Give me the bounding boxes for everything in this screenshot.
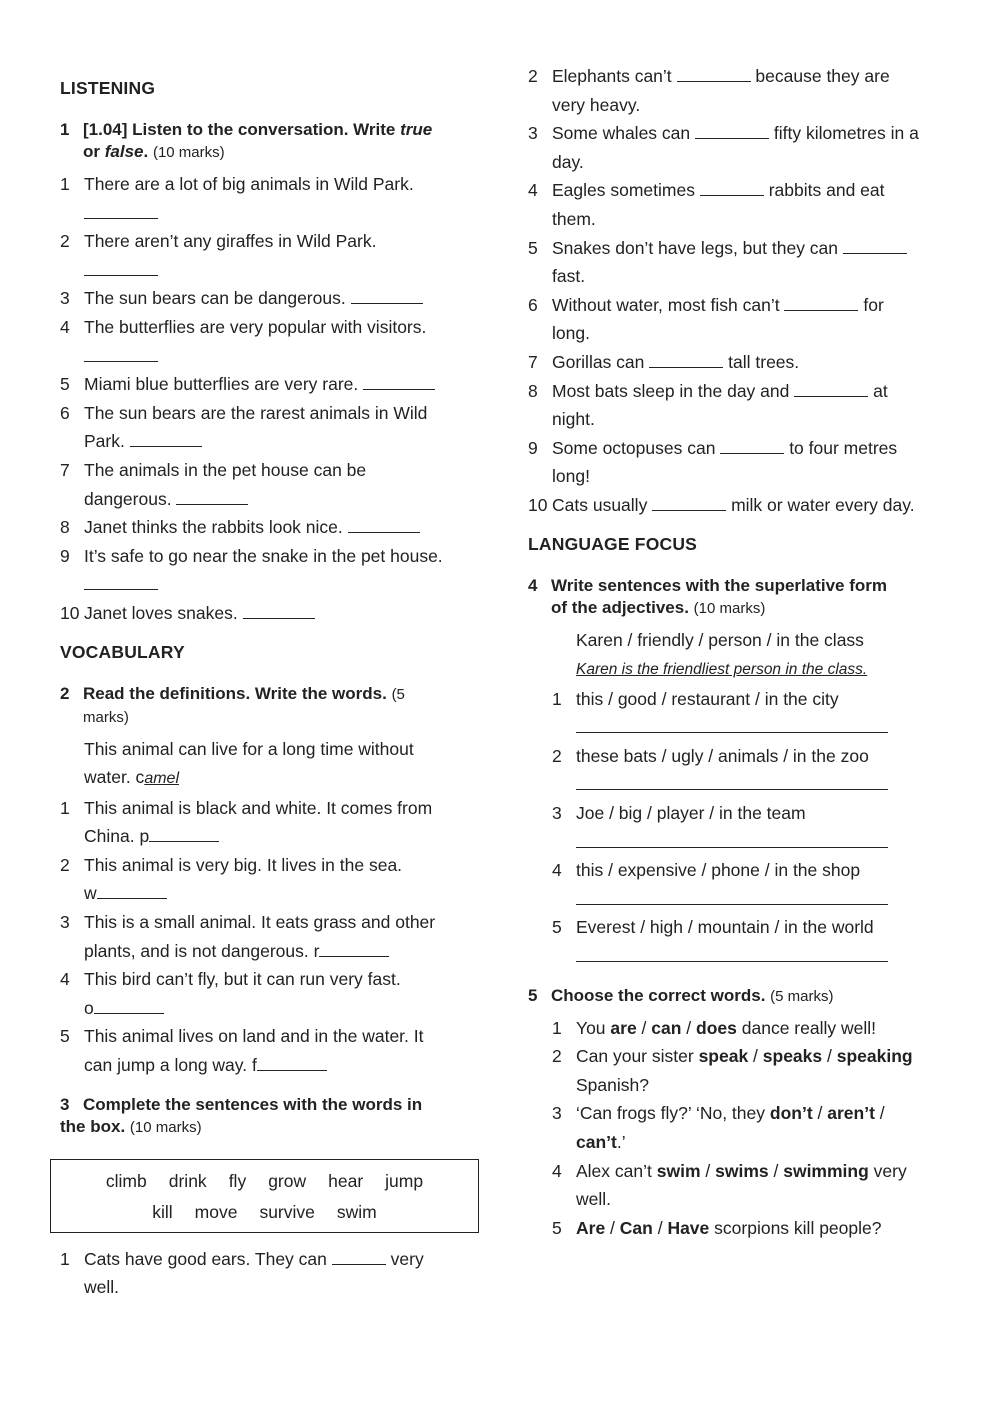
word-box-row-1 [51,1166,478,1197]
answer-line[interactable] [576,943,888,962]
list-item: 4 Eagles sometimes rabbits and eat them. [528,176,948,233]
list-item: 5 This animal lives on land and in the water. It can jump a long way. f [60,1026,424,1076]
list-item: 4 Alex can’t swim / swims / swimming very well. [552,1160,907,1210]
word: fly [228,1170,247,1191]
list-item: 3 This is a small animal. It eats grass and other plants, and is not dangerous. r [60,912,436,961]
word-box [50,1159,479,1233]
task-3-items-left [60,1245,480,1302]
answer-blank[interactable] [363,371,435,390]
task-4-example: Karen / friendly / person / in the class Karen is the friendliest person in the class. [576,629,868,679]
list-item: 4 The butterflies are very popular with visitors. [60,316,427,337]
listening-heading: LISTENING [60,78,156,98]
option[interactable]: Have [667,1217,710,1238]
list-item: 1 this / good / restaurant / in the city [528,685,948,742]
list-item: 4 This bird can’t fly, but it can run very fast. o [60,969,401,1018]
answer-blank[interactable] [149,823,219,842]
answer-blank[interactable] [319,938,389,957]
word: climb [105,1170,147,1191]
option[interactable]: speak [698,1046,749,1067]
answer-blank[interactable] [257,1052,327,1071]
list-item: 1 There are a lot of big animals in Wild Park. [60,174,414,194]
vocabulary-example: This animal can live for a long time without water. camel [84,738,414,788]
option[interactable]: Are [576,1217,606,1238]
option[interactable]: swim [656,1160,701,1181]
listening-items [60,170,480,628]
answer-blank[interactable] [60,256,480,285]
list-item: 2 Can your sister speak / speaks / speaking Spanish? [552,1046,913,1095]
list-item: 9 It’s safe to go near the snake in the pet house. [60,545,443,566]
word: drink [168,1170,207,1191]
answer-line[interactable] [576,886,888,905]
word: kill [152,1201,173,1222]
list-item: 5 Everest / high / mountain / in the world [528,913,948,970]
task-1-instructions: 1 [1.04] Listen to the conversation. Write true or false. (10 marks) [60,120,433,161]
word: swim [336,1201,377,1222]
vocabulary-items [60,735,480,1080]
task-3-items-right [528,62,948,520]
answer-blank[interactable] [94,995,164,1014]
answer-blank[interactable] [130,428,202,447]
answer-blank[interactable] [784,292,858,311]
list-item: 2 This animal is very big. It lives in the sea. w [60,854,403,904]
list-item: 2 Elephants can’t because they are very heavy. [528,62,948,119]
list-item: 7 The animals in the pet house can be dangerous. [60,459,367,509]
task-3-instructions: 3 Complete the sentences with the words in the box. (10 marks) [60,1094,423,1136]
answer-blank[interactable] [794,378,868,397]
answer-blank[interactable] [97,880,167,899]
list-item: 1 You are / can / does dance really well! [552,1017,876,1038]
list-item: 3 Some whales can fifty kilometres in a day. [528,119,948,176]
right-column [528,62,948,1242]
task-4-items [528,626,948,971]
left-column [60,78,480,1302]
list-item: 6 The sun bears are the rarest animals in Wild Park. [60,402,428,452]
word: grow [268,1170,307,1191]
word-box-row-2 [51,1197,478,1228]
list-item: 3 The sun bears can be dangerous. [60,284,480,313]
answer-blank[interactable] [176,486,248,505]
list-item: 8 Most bats sleep in the day and at night. [528,377,948,434]
answer-blank[interactable] [652,492,726,511]
answer-line[interactable] [576,829,888,848]
answer-line[interactable] [576,771,888,790]
list-item: 5 Snakes don’t have legs, but they can fast. [528,234,948,291]
task-4-instructions: 4 Write sentences with the superlative form of the adjectives. (10 marks) [528,575,887,617]
word: hear [328,1170,364,1191]
language-focus-heading: LANGUAGE FOCUS [528,533,698,554]
answer-blank[interactable] [348,514,420,533]
option[interactable]: can [651,1017,682,1038]
task-5-instructions: 5 Choose the correct words. (5 marks) [528,985,834,1005]
option[interactable]: speaking [836,1046,913,1067]
list-item: 10 Janet loves snakes. [60,599,480,628]
answer-blank[interactable] [695,120,769,139]
option[interactable]: swims [715,1160,769,1181]
list-item: 10 Cats usually milk or water every day. [528,491,948,520]
list-item: 8 Janet thinks the rabbits look nice. [60,513,480,542]
list-item: 4 this / expensive / phone / in the shop [528,856,948,913]
option[interactable]: Can [619,1217,653,1238]
list-item: 5 Are / Can / Have scorpions kill people? [552,1217,882,1238]
answer-blank[interactable] [243,600,315,619]
list-item: 6 Without water, most fish can’t for long. [528,291,948,348]
answer-blank[interactable] [720,435,784,454]
list-item: 2 these bats / ugly / animals / in the zoo [528,742,948,799]
option[interactable]: swimming [783,1160,869,1181]
list-item: 3 Joe / big / player / in the team [528,799,948,856]
list-item: 2 There aren’t any giraffes in Wild Park. [60,231,377,252]
list-item: 9 Some octopuses can to four metres long! [528,434,948,491]
list-item: 7 Gorillas can tall trees. [528,348,948,377]
answer-blank[interactable] [332,1246,386,1265]
list-item: 1 This animal is black and white. It comes from China. p [60,797,433,847]
word: move [194,1201,238,1222]
answer-blank[interactable] [351,285,423,304]
vocabulary-heading: VOCABULARY [60,641,185,662]
option[interactable]: does [696,1017,737,1038]
list-item: 3 ‘Can frogs fly?’ ‘No, they don’t / aren’t / can’t.’ [552,1103,885,1152]
word: jump [385,1170,424,1191]
answer-blank[interactable] [60,199,480,228]
option[interactable]: aren’t [827,1103,875,1124]
option[interactable]: speaks [762,1046,823,1067]
answer-blank[interactable] [60,342,480,371]
answer-blank[interactable] [843,235,907,254]
answer-blank[interactable] [60,570,480,599]
list-item: 5 Miami blue butterflies are very rare. [60,370,480,399]
answer-blank[interactable] [649,349,723,368]
option[interactable]: are [610,1017,637,1038]
list-item: 1 Cats have good ears. They can very well. [60,1245,480,1302]
option[interactable]: don’t [769,1103,813,1124]
answer-blank[interactable] [677,63,751,82]
word: survive [259,1201,315,1222]
answer-blank[interactable] [700,177,764,196]
answer-line[interactable] [576,714,888,733]
option[interactable]: can’t [576,1132,617,1152]
task-5-items [528,1014,948,1243]
task-2-instructions: 2 Read the definitions. Write the words. (5 marks) [60,683,405,726]
